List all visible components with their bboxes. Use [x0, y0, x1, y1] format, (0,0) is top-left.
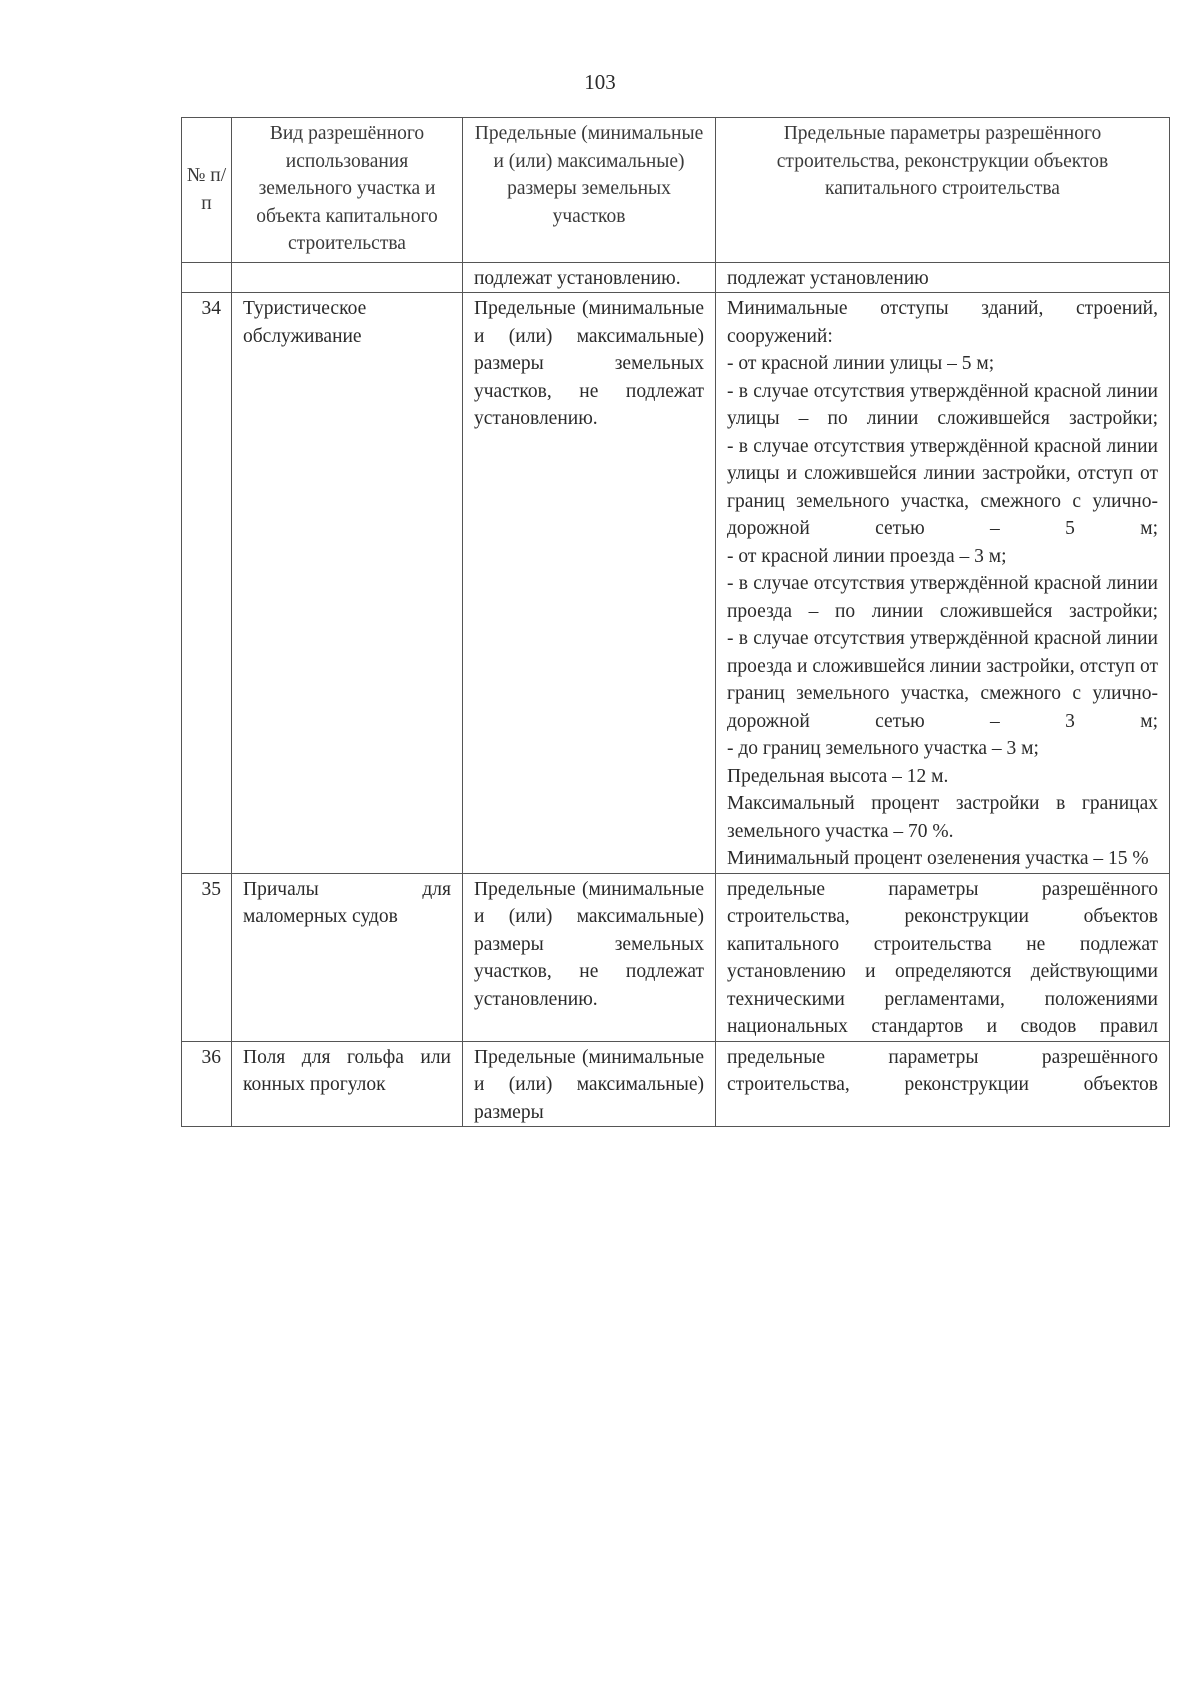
zoning-parameters-table [181, 117, 1170, 1127]
header-parameters: Предельные параметры разрешённого строительства, реконструкции объектов капитального строительства [716, 118, 1170, 263]
parameter-line: Максимальный процент застройки в границах земельного участка – 70 %. [727, 793, 1158, 842]
row-plot-size: Предельные (минимальные и (или) максимальные) размеры [463, 1041, 716, 1127]
row-plot-size: Предельные (минимальные и (или) максимальные) размеры земельных участков, не подлежат установлению. [463, 873, 716, 1041]
row-number: 36 [182, 1041, 232, 1127]
header-plot-size: Предельные (минимальные и (или) максимальные) размеры земельных участков [463, 118, 716, 263]
parameter-line: - в случае отсутствия утверждённой красной линии проезда и сложившейся линии застройки, отступ от границ земельного участка, смежного с улично-дорожной сетью – 3 м; [727, 628, 1158, 732]
table-row [182, 1041, 1170, 1127]
parameter-line: - от красной линии улицы – 5 м; [727, 353, 995, 374]
row-use-type: Туристическое обслуживание [232, 293, 463, 874]
parameter-line: - от красной линии проезда – 3 м; [727, 545, 1007, 567]
row-parameters [716, 1041, 1170, 1127]
table-row [182, 873, 1170, 1041]
parameter-line: предельные параметры разрешённого строительства, реконструкции объектов [727, 1046, 1158, 1095]
row-number: 34 [182, 293, 232, 874]
table-row [182, 293, 1170, 874]
header-number: № п/п [182, 118, 232, 263]
parameter-line: - в случае отсутствия утверждённой красной линии улицы и сложившейся линии застройки, отступ от границ земельного участка, смежного с улично-дорожной сетью – 5 м; [727, 435, 1158, 539]
row-parameters [716, 262, 1170, 293]
page-number: 103 [584, 70, 616, 94]
parameter-line: подлежат установлению [727, 267, 929, 289]
parameter-line: предельные параметры разрешённого строительства, реконструкции объектов капитального строительства не подлежат установлению и определяются действующими техническими регламентами, положениями национальных стандартов и сводов правил [727, 878, 1158, 1037]
parameter-line: Предельная высота – 12 м. [727, 765, 949, 787]
row-use-type: Причалы для маломерных судов [232, 873, 463, 1041]
row-plot-size: подлежат установлению. [463, 262, 716, 293]
parameter-line: Минимальные отступы зданий, строений, сооружений: [727, 298, 1158, 347]
row-use-type [232, 262, 463, 293]
row-parameters [716, 873, 1170, 1041]
table-header-row [182, 118, 1170, 263]
row-number [182, 262, 232, 293]
parameter-line: - в случае отсутствия утверждённой красной линии улицы – по линии сложившейся застройки; [727, 380, 1158, 429]
parameter-line: - до границ земельного участка – 3 м; [727, 738, 1039, 759]
table-row [182, 262, 1170, 293]
row-number: 35 [182, 873, 232, 1041]
row-parameters [716, 293, 1170, 874]
row-plot-size: Предельные (минимальные и (или) максимальные) размеры земельных участков, не подлежат установлению. [463, 293, 716, 874]
parameter-line: Минимальный процент озеленения участка – 15 % [727, 848, 1149, 869]
parameter-line: - в случае отсутствия утверждённой красной линии проезда – по линии сложившейся застройки; [727, 573, 1158, 622]
header-use-type: Вид разрешённого использования земельного участка и объекта капитального строительства [232, 118, 463, 263]
row-use-type: Поля для гольфа или конных прогулок [232, 1041, 463, 1127]
